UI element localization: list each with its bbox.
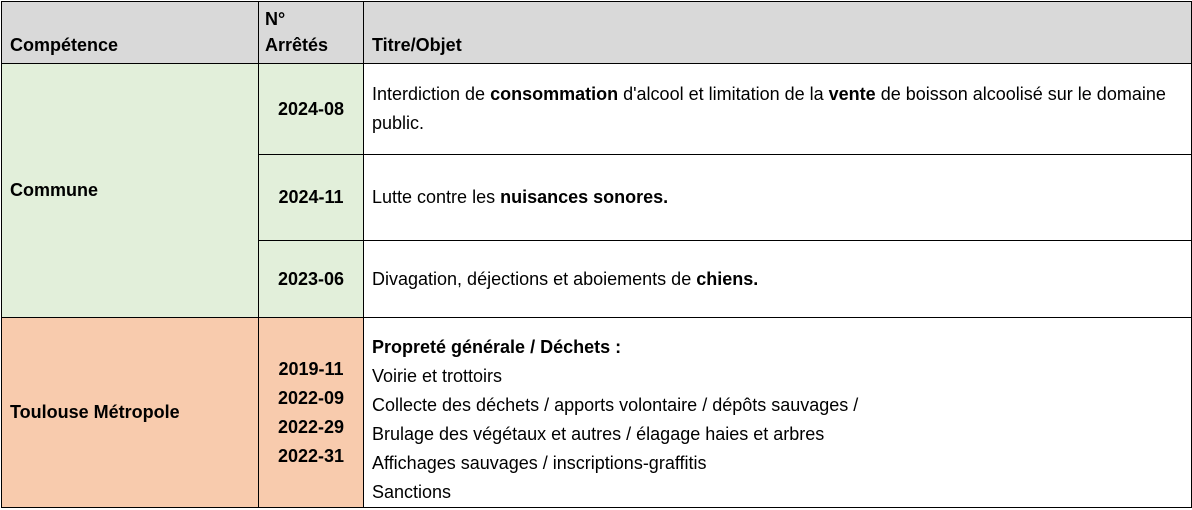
header-numero-line1: N°: [265, 9, 286, 29]
competence-toulouse-metropole: Toulouse Métropole: [2, 318, 259, 508]
arrete-number: 2022-31: [277, 445, 345, 466]
title-part-bold: consommation: [490, 84, 619, 104]
title-item: Brulage des végétaux et autres / élagage haies et arbres: [372, 424, 825, 444]
title-part: Lutte contre les: [372, 187, 501, 207]
title-heading: Propreté générale / Déchets :: [372, 337, 622, 357]
arretes-table: [1, 1, 1192, 508]
header-numero-line2: Arrêtés: [265, 35, 329, 55]
arrete-number: 2024-08: [259, 64, 364, 155]
header-titre-objet: Titre/Objet: [364, 2, 1192, 64]
title-part-bold: vente: [828, 84, 876, 104]
title-part: d'alcool et limitation de la: [618, 84, 829, 104]
arrete-title: [364, 64, 1192, 155]
arrete-number: 2023-06: [259, 241, 364, 318]
title-item: Affichages sauvages / inscriptions-graffitis: [372, 453, 707, 473]
title-item: Sanctions: [372, 482, 452, 502]
competence-commune: Commune: [2, 64, 259, 318]
table-row: [2, 318, 1192, 508]
header-row: [2, 2, 1192, 64]
arrete-title-metropole: [364, 318, 1192, 508]
arrete-number: 2022-09: [277, 387, 345, 408]
arrete-number: 2022-29: [277, 416, 345, 437]
arrete-title: [364, 241, 1192, 318]
title-part-bold: nuisances sonores.: [500, 187, 669, 207]
title-part: de boisson alcoolisé sur le domaine public.: [372, 84, 1166, 133]
header-competence: Compétence: [2, 2, 259, 64]
title-part: Divagation, déjections et aboiements de: [372, 268, 697, 289]
table-row: [2, 64, 1192, 155]
title-item: Collecte des déchets / apports volontaire / dépôts sauvages /: [372, 395, 859, 415]
arrete-title: [364, 155, 1192, 241]
arrete-number: 2019-11: [278, 358, 344, 379]
arrete-number: 2024-11: [259, 155, 364, 241]
arrete-numbers-metropole: [259, 318, 364, 508]
title-part: Interdiction de: [372, 84, 491, 104]
header-numero-arretes: [259, 2, 364, 64]
title-item: Voirie et trottoirs: [372, 366, 503, 386]
title-part-bold: chiens.: [696, 268, 759, 289]
